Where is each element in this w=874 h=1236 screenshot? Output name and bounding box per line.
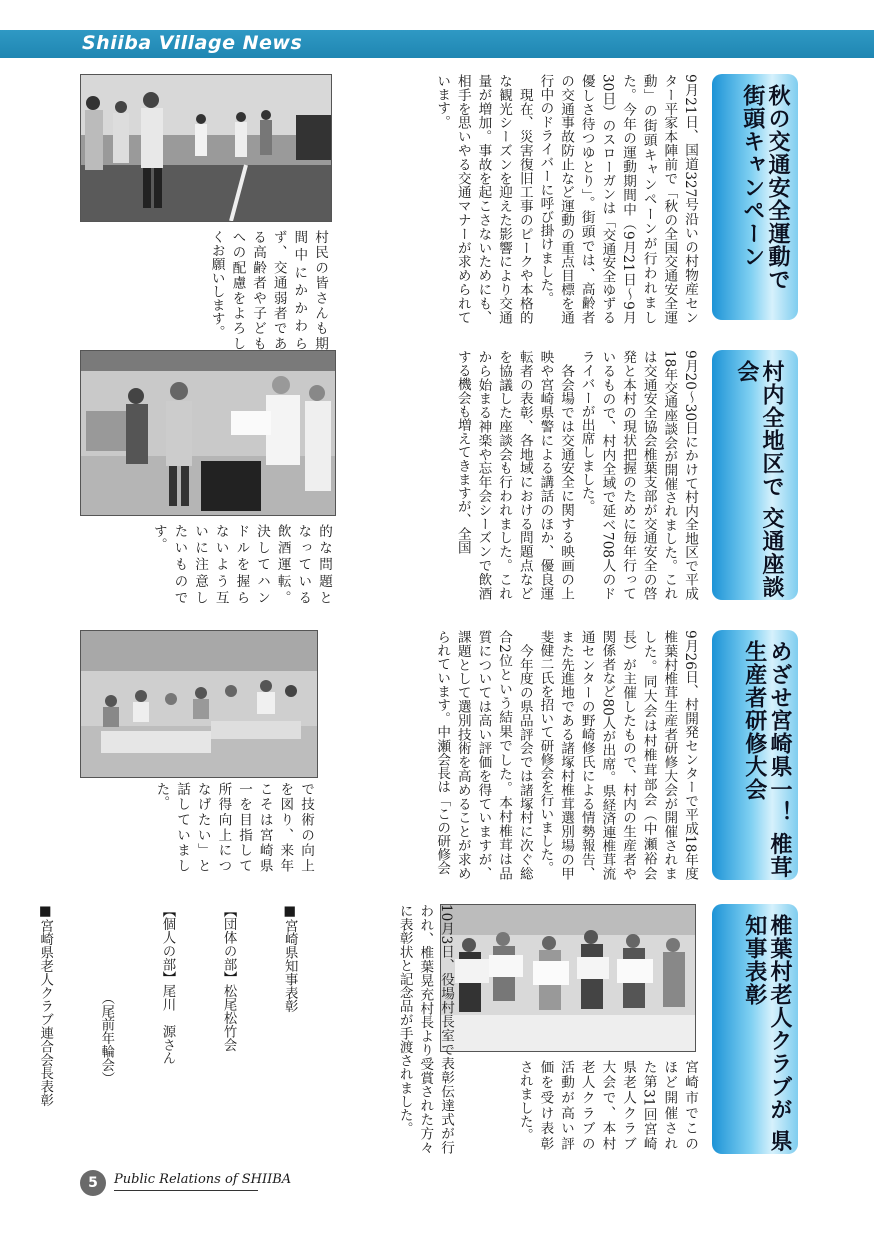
photo-seminar xyxy=(80,630,318,778)
article-body: 9月21日、国道327号沿いの村物産センター平家本陣前で「秋の全国交通安全運動」の街頭キャンペーンが行われました。今年の運動期間中（9月21日～9月30日）のスローガンは「交通安全ゆずる優しさ待つゆとり」。街頭では、高齢者の交通事故防止など運動の重点目標を通行中のドライバーに呼び掛けました。 現在、災害復旧工事のピークや本格的な観光シーズンを迎えた影響により交通量が増加。事故を起こさないためにも、相手を思いやる交通マナーが求められています。 xyxy=(434,74,698,324)
article-body-continued: 村民の皆さんも期間中にかかわらず、交通弱者である高齢者や子どもへの配慮をよろしくお願いします。 xyxy=(208,230,328,350)
article-heading-box xyxy=(712,74,798,320)
award-line: 【団体の部】松尾松竹会 xyxy=(221,904,237,1052)
article-heading-box xyxy=(712,350,798,600)
article-body: 9月20～30日にかけて村内全地区で平成18年交通座談会が開催されました。これは交通安全協会椎葉支部が交通安全の啓発と本村の現状把握のために毎年行っているもので、村内全域で延べ708人のドライバーが出席しました。 各会場では交通安全に関する映画の上映や宮崎県警による講話のほか、優良運転者の表彰、各地域における問題点などを協議した座談会も行われました。これから始まる神楽や忘年会シーズンで飲酒する機会も増えてきますが、全国 xyxy=(454,350,698,600)
article-body: 9月26日、村開発センターで平成18年度椎葉村椎茸生産者研修大会が開催されました。同大会は村椎茸部会（中瀬裕会長）が主催したもので、村内の生産者や関係者など80人が出席。県経済連椎茸流通センターの野崎修氏による情勢報告、また先進地である諸塚村椎茸選別場の甲斐健二氏を招いて研修会を行いました。 今年度の県品評会では諸塚村に次ぐ総合2位という結果でした。本村椎茸は品質については高い評価を得ていますが、課題として選別技術を高めることが求められています。中瀬会長は「この研修会 xyxy=(434,630,698,880)
award-list xyxy=(37,904,340,1154)
award-heading-federation: ■宮崎県老人クラブ連合会長表彰 xyxy=(37,904,53,1107)
article-title: 椎葉村老人クラブが 県知事表彰 xyxy=(741,914,792,1153)
article-body-continued: 的な問題となっている飲酒運転。決してハンドルを握らないよう互いに注意したいものです。 xyxy=(150,524,332,604)
article-traffic-campaign xyxy=(78,54,798,350)
article-title: 秋の交通安全運動で 街頭キャンペーン xyxy=(739,84,790,291)
article-title: めざせ宮崎県一！ 椎茸生産者研修大会 xyxy=(741,640,792,879)
article-traffic-meeting xyxy=(78,330,798,604)
photo-street-campaign xyxy=(80,74,332,222)
page-number: 5 xyxy=(80,1170,106,1196)
photo-award-ceremony xyxy=(440,904,696,1052)
article-elderly-club xyxy=(37,884,798,1154)
award-heading-governor: ■宮崎県知事表彰 xyxy=(282,904,298,1013)
award-line: （尾前年輪会） xyxy=(98,904,114,1085)
page-title: Shiiba Village News xyxy=(82,32,303,54)
article-heading-box xyxy=(712,904,798,1154)
article-heading-box xyxy=(712,630,798,880)
article-body-continued: 10月3日、役場村長室で表彰伝達式が行われ、椎葉晃充村長より受賞された方々に表彰状と記念品が手渡されました。 xyxy=(396,904,454,1154)
article-shiitake-seminar xyxy=(78,610,798,880)
footer-underline xyxy=(114,1190,258,1191)
article-body: 宮崎市でこのほど開催された第31回宮崎県老人クラブ大会で、本村老人クラブの活動が高い評価を受け表彰されました。 xyxy=(516,1060,698,1150)
footer-label: Public Relations of SHIIBA xyxy=(114,1172,292,1187)
photo-meeting xyxy=(80,350,336,516)
article-body-continued: で技術の向上を図り、来年こそは宮崎県一を目指して所得向上につなげたい」と話していました。 xyxy=(153,782,314,872)
article-title: 村内全地区で 交通座談会 xyxy=(733,360,784,599)
award-line: 【個人の部】尾川 源さん xyxy=(160,904,175,1065)
